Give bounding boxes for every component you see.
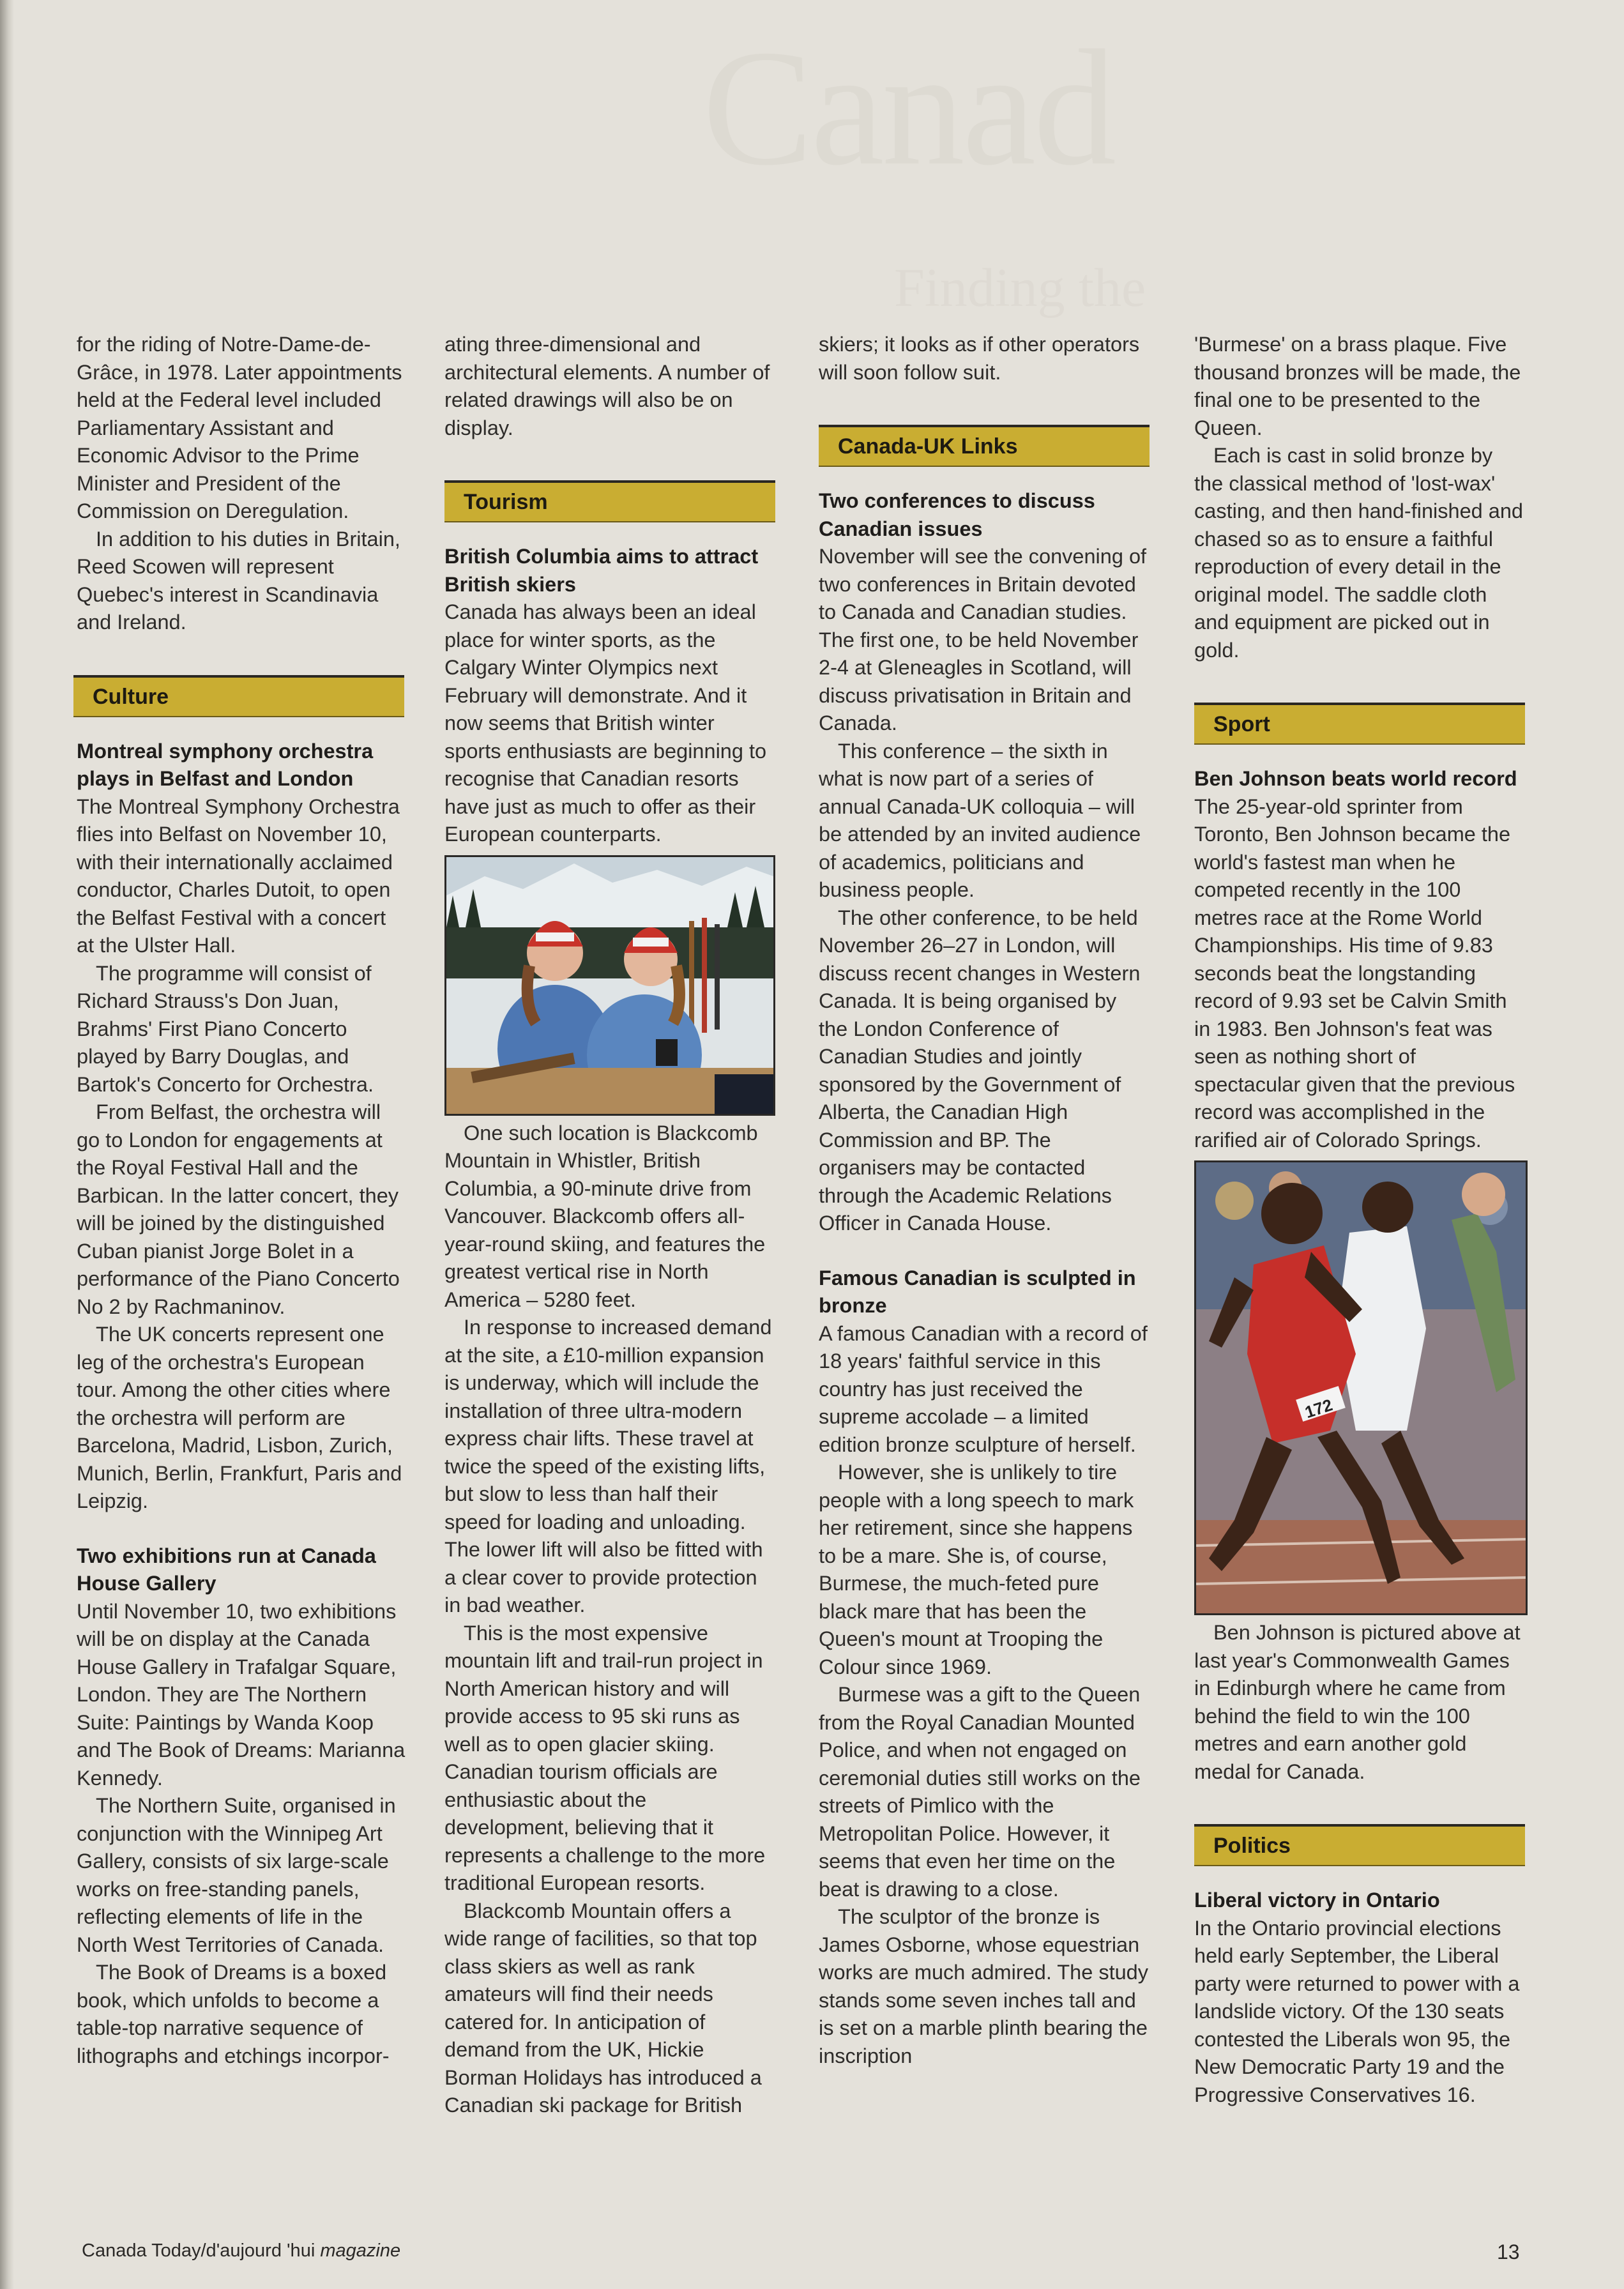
section-band-culture (73, 675, 404, 717)
section-label: Sport (1213, 712, 1270, 736)
article-headline: Ben Johnson beats world record (1194, 767, 1517, 790)
skiers-photo-illustration (446, 857, 773, 1114)
paragraph: Blackcomb Mountain offers a wide range of facilities, so that top class skiers as well as rank amateurs will find their needs catered for. In anticipation of demand from the UK, Hickie Borman Holidays has introduced a Canadian ski package for British (444, 1899, 762, 2117)
section-label: Politics (1213, 1834, 1291, 1858)
paragraph: In the Ontario provincial elections held early September, the Liberal party were returned to power with a landslide victory. Of the 130 seats contested the Liberals won 95, the New Democratic Party 19 and the Progressive Conservatives 16. (1194, 1916, 1520, 2106)
section-label: Culture (93, 684, 169, 709)
paragraph: However, she is unlikely to tire people with a long speech to mark her retirement, since she happens to be a mare. She is, of course, Burmese, the much-feted pure black mare that has been the Queen's mount at Trooping the Colour since 1969. (819, 1461, 1134, 1678)
paragraph: This conference – the sixth in what is now part of a series of annual Canada-UK colloquia – will be attended by an invited audience of academics, politicians and business people. (819, 739, 1141, 901)
paragraph: ating three-dimensional and architectural elements. A number of related drawings will also be on display. (444, 333, 770, 439)
paragraph: The 25-year-old sprinter from Toronto, Ben Johnson became the world's fastest man when he competed recently in the 100 metres race at the Rome World Championships. His time of 9.83 seconds beat the longstanding record of 9.93 set be Calvin Smith in 1983. Ben Johnson's feat was seen as nothing short of spectacular given that the previous record was accomplished in the rarified air of Colorado Springs. (1194, 795, 1515, 1152)
show-through-ghost-text: Canad (702, 16, 1114, 200)
race-bib-number: 172 (1302, 1395, 1335, 1422)
paragraph: Each is cast in solid bronze by the classical method of 'lost-wax' casting, and then hand-finished and chased so as to ensure a faithful reproduction of every detail in the original model. The saddle cloth and equipment are picked out in gold. (1194, 444, 1523, 662)
paragraph: November will see the convening of two conferences in Britain devoted to Canada and Canadian studies. The first one, to be held November 2-4 at Gleneagles in Scotland, will discuss privatisation in Britain and Canada. (819, 545, 1147, 734)
paragraph: This is the most expensive mountain lift and trail-run project in North American history and will provide access to 95 ski runs as well as to open glacier skiing. Canadian tourism officials are enthusiastic about the development, believing that it represents a challenge to the more traditional European resorts. (444, 1621, 766, 1894)
magazine-footer (82, 2240, 400, 2262)
article-headline: Famous Canadian is sculpted in bronze (819, 1266, 1136, 1317)
column-2 (444, 331, 775, 2120)
paragraph: One such location is Blackcomb Mountain in Whistler, British Columbia, a 90-minute drive from Vancouver. Blackcomb offers all-year-round skiing, and features the greatest vertical rise in North America – 5280 feet. (444, 1121, 766, 1311)
section-band-canada-uk-links (819, 425, 1150, 467)
section-label: Tourism (464, 490, 548, 514)
show-through-ghost-subtitle: Finding the (894, 257, 1146, 318)
sprinter-photo (1194, 1160, 1528, 1615)
page-number: 13 (1497, 2240, 1520, 2263)
column-1 (77, 331, 407, 2070)
paragraph: Ben Johnson is pictured above at last year's Commonwealth Games in Edinburgh where he came from behind the field to win the 100 metres and earn another gold medal for Canada. (1194, 1621, 1521, 1783)
paragraph: In addition to his duties in Britain, Reed Scowen will represent Quebec's interest in Scandinavia and Ireland. (77, 527, 400, 634)
paragraph: The Book of Dreams is a boxed book, which unfolds to become a table-top narrative sequence of lithographs and etchings incorpor- (77, 1961, 390, 2067)
article-headline: Two exhibitions run at Canada House Gallery (77, 1544, 376, 1595)
section-band-tourism (444, 480, 775, 522)
sprinter-photo-illustration (1196, 1162, 1526, 1613)
paragraph: Canada has always been an ideal place for winter sports, as the Calgary Winter Olympics next February will demonstrate. And it now seems that British winter sports enthusiasts are beginning to recognise that Canadian resorts have just as much to offer as their European counterparts. (444, 600, 767, 846)
paragraph: In response to increased demand at the site, a £10-million expansion is underway, which will include the installation of three ultra-modern express chair lifts. These travel at twice the speed of the existing lifts, but slow to less than half their speed for loading and unloading. The lower lift will also be fitted with a clear cover to provide protection in bad weather. (444, 1316, 772, 1616)
column-3 (819, 331, 1150, 2070)
section-band-sport (1194, 703, 1525, 745)
skiers-photo (444, 855, 775, 1116)
paragraph: skiers; it looks as if other operators will soon follow suit. (819, 333, 1140, 384)
article-headline: British Columbia aims to attract British skiers (444, 545, 759, 596)
magazine-name: Canada Today/d'aujourd 'hui (82, 2240, 315, 2261)
paragraph: The Montreal Symphony Orchestra flies into Belfast on November 10, with their internationally acclaimed conductor, Charles Dutoit, to open the Belfast Festival with a concert at the Ulster Hall. (77, 795, 400, 957)
paragraph: for the riding of Notre-Dame-de-Grâce, in 1978. Later appointments held at the Federal level included Parliamentary Assistant and Economic Advisor to the Prime Minister and President of the Commission on Deregulation. (77, 333, 402, 522)
section-band-politics (1194, 1824, 1525, 1866)
paragraph: The UK concerts represent one leg of the orchestra's European tour. Among the other cities where the orchestra will perform are Barcelona, Madrid, Lisbon, Zurich, Munich, Berlin, Frankfurt, Paris and Leipzig. (77, 1323, 402, 1512)
paragraph: A famous Canadian with a record of 18 years' faithful service in this country has just received the supreme accolade – a limited edition bronze sculpture of herself. (819, 1321, 1148, 1456)
magazine-suffix: magazine (320, 2240, 401, 2261)
article-headline: Montreal symphony orchestra plays in Belfast and London (77, 739, 374, 790)
article-headline: Liberal victory in Ontario (1194, 1889, 1440, 1912)
paragraph: The programme will consist of Richard Strauss's Don Juan, Brahms' First Piano Concerto played by Barry Douglas, and Bartok's Concerto for Orchestra. (77, 961, 374, 1096)
paragraph: Until November 10, two exhibitions will be on display at the Canada House Gallery in Trafalgar Square, London. They are The Northern Suite: Paintings by Wanda Koop and The Book of Dreams: Marianna Kennedy. (77, 1599, 406, 1790)
page-spine (0, 0, 14, 2289)
paragraph: The sculptor of the bronze is James Osborne, whose equestrian works are much admired. The study stands some seven inches tall and is set on a marble plinth bearing the inscription (819, 1905, 1149, 2067)
paragraph: The other conference, to be held November 26–27 in London, will discuss recent changes in Western Canada. It is being organised by the London Conference of Canadian Studies and jointly sponsored by the Government of Alberta, the Canadian High Commission and BP. The organisers may be contacted through the Academic Relations Officer in Canada House. (819, 906, 1141, 1235)
paragraph: 'Burmese' on a brass plaque. Five thousand bronzes will be made, the final one to be presented to the Queen. (1194, 333, 1521, 439)
paragraph: The Northern Suite, organised in conjunction with the Winnipeg Art Gallery, consists of six large-scale works on free-standing panels, reflecting elements of life in the North West Territories of Canada. (77, 1794, 396, 1956)
paragraph: From Belfast, the orchestra will go to London for engagements at the Royal Festival Hall and the Barbican. In the latter concert, they will be joined by the distinguished Cuban pianist Jorge Bolet in a performance of the Piano Concerto No 2 by Rachmaninov. (77, 1100, 400, 1318)
section-label: Canada-UK Links (838, 434, 1018, 459)
column-4 (1194, 331, 1525, 2109)
article-headline: Two conferences to discuss Canadian issues (819, 489, 1095, 540)
paragraph: Burmese was a gift to the Queen from the Royal Canadian Mounted Police, and when not engaged on ceremonial duties still works on the streets of Pimlico with the Metropolitan Police. However, it seems that even her time on the beat is drawing to a close. (819, 1683, 1141, 1901)
